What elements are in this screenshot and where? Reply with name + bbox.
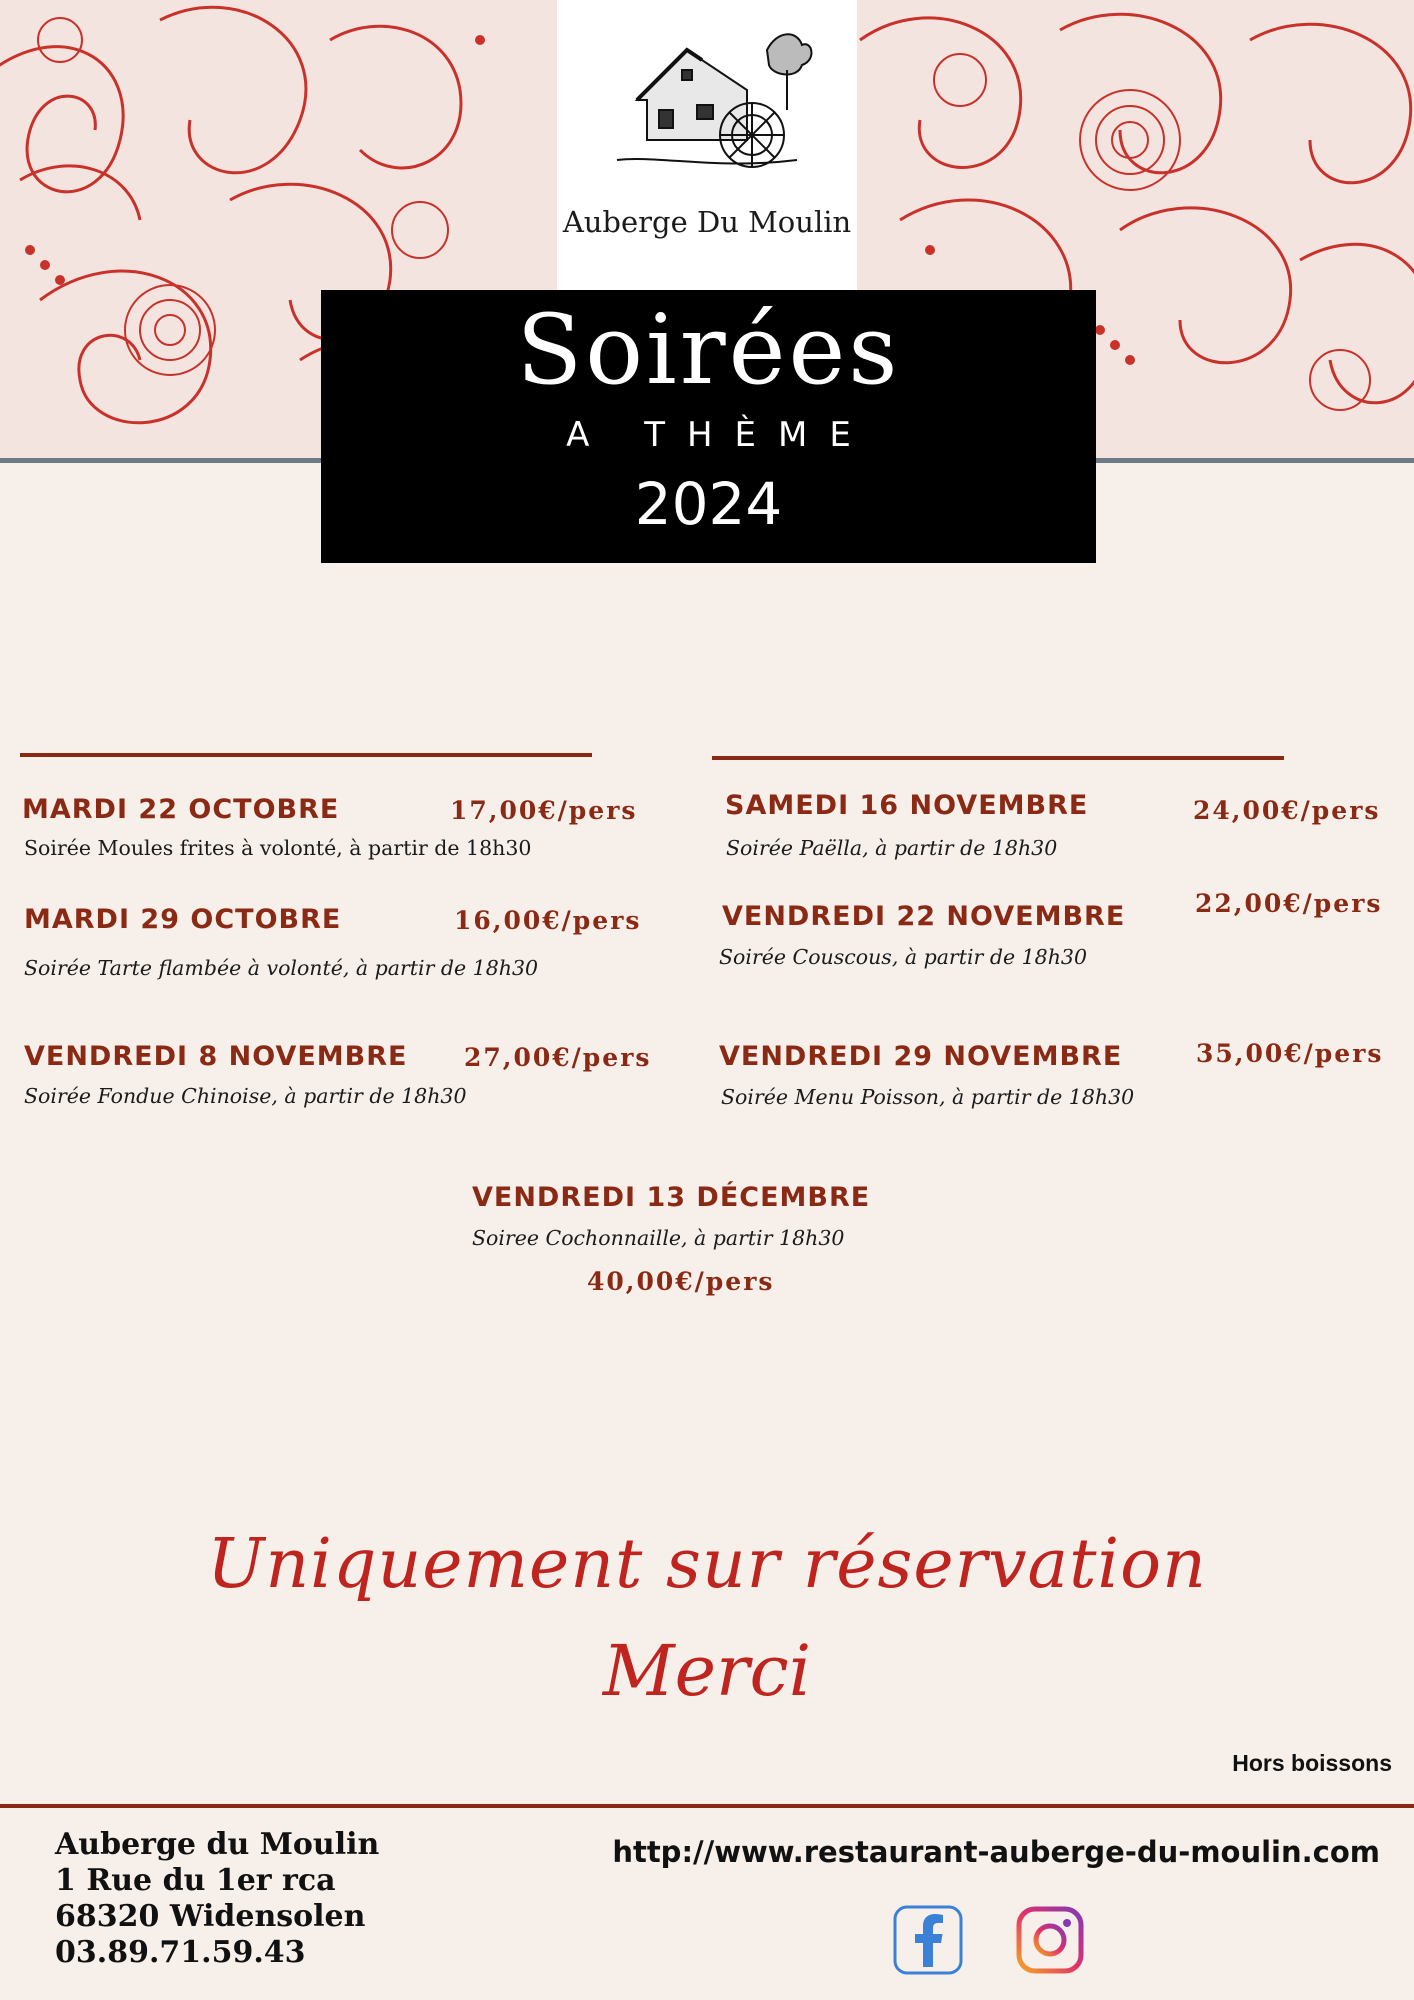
address-line: Auberge du Moulin — [55, 1827, 380, 1862]
event-description: Soirée Moules frites à volonté, à partir de 18h30 — [24, 836, 532, 860]
event-price: 16,00€/pers — [454, 906, 642, 935]
event-price: 24,00€/pers — [1193, 796, 1381, 825]
mill-illustration-icon — [597, 10, 817, 190]
event-price: 17,00€/pers — [450, 796, 638, 825]
facebook-icon[interactable] — [893, 1905, 963, 1975]
reservation-note: Uniquement sur réservation — [207, 1525, 1207, 1604]
event-price: 35,00€/pers — [1196, 1039, 1384, 1068]
event-description: Soirée Paëlla, à partir de 18h30 — [726, 836, 1058, 860]
title-block — [321, 290, 1096, 563]
event-date: VENDREDI 22 NOVEMBRE — [722, 901, 1126, 932]
event-description: Soiree Cochonnaille, à partir 18h30 — [472, 1226, 845, 1250]
address-block — [55, 1827, 379, 1971]
page-year: 2024 — [634, 470, 783, 538]
instagram-icon[interactable] — [1015, 1905, 1085, 1975]
page-subtitle: A THÈME — [566, 415, 873, 455]
event-description: Soirée Menu Poisson, à partir de 18h30 — [721, 1085, 1135, 1109]
event-description: Soirée Tarte flambée à volonté, à partir de 18h30 — [24, 956, 539, 980]
logo — [557, 0, 857, 290]
thanks-note: Merci — [602, 1630, 812, 1712]
address-line: 1 Rue du 1er rca — [55, 1863, 336, 1898]
event-description: Soirée Fondue Chinoise, à partir de 18h30 — [24, 1084, 467, 1108]
phone-number[interactable]: 03.89.71.59.43 — [55, 1935, 306, 1970]
event-date: SAMEDI 16 NOVEMBRE — [725, 790, 1089, 821]
right-column-rule — [712, 756, 1284, 760]
website-link[interactable]: http://www.restaurant-auberge-du-moulin.com — [612, 1835, 1380, 1869]
event-price: 22,00€/pers — [1195, 889, 1383, 918]
event-date: VENDREDI 13 DÉCEMBRE — [472, 1182, 871, 1213]
event-date: MARDI 29 OCTOBRE — [24, 904, 342, 935]
left-column-rule — [20, 753, 592, 757]
drinks-note: Hors boissons — [1232, 1750, 1392, 1776]
event-description: Soirée Couscous, à partir de 18h30 — [719, 945, 1087, 969]
page-title: Soirées — [516, 294, 901, 406]
event-date: VENDREDI 29 NOVEMBRE — [719, 1041, 1123, 1072]
event-price: 40,00€/pers — [587, 1267, 775, 1296]
event-date: VENDREDI 8 NOVEMBRE — [24, 1041, 408, 1072]
address-line: 68320 Widensolen — [55, 1899, 366, 1934]
event-date: MARDI 22 OCTOBRE — [22, 794, 340, 825]
logo-name: Auberge Du Moulin — [562, 205, 852, 239]
event-price: 27,00€/pers — [464, 1043, 652, 1072]
footer-divider — [0, 1804, 1414, 1808]
